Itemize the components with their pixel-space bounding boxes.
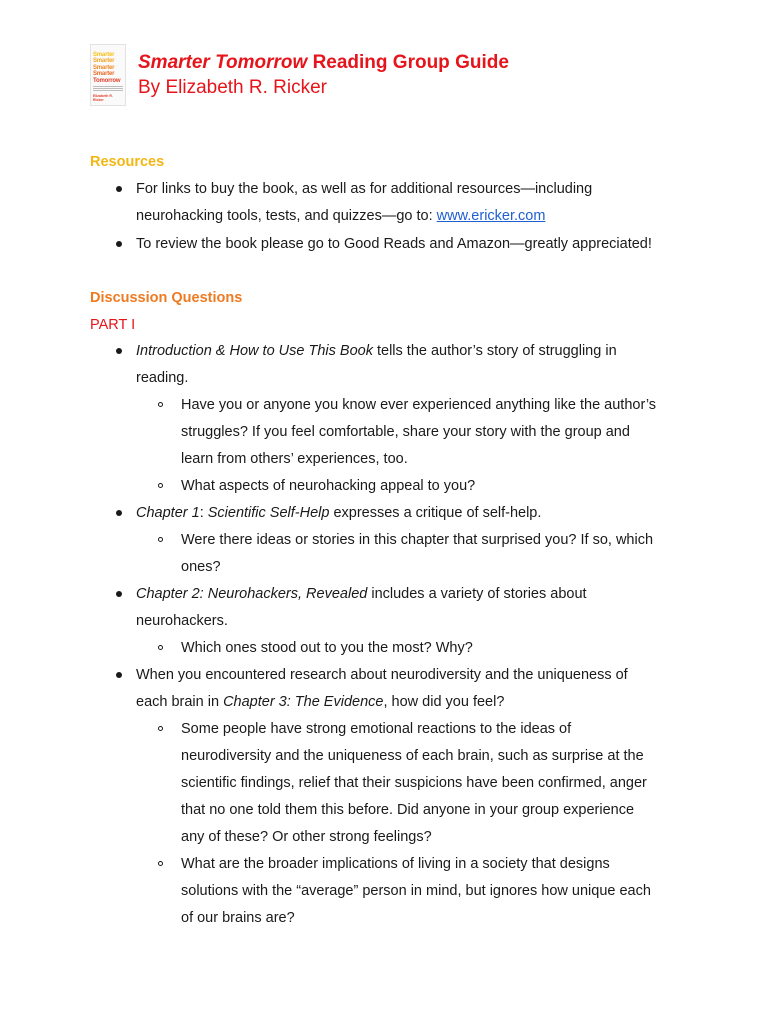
ericker-link[interactable]: www.ericker.com — [436, 208, 546, 224]
bullet-icon — [116, 348, 122, 354]
question-6-line-3: of our brains are? — [181, 910, 295, 926]
chapter-2-text: includes a variety of stories about — [367, 586, 587, 602]
question-6-line-1: What are the broader implications of living in a society that designs — [181, 856, 610, 872]
cover-word: Smarter — [93, 64, 115, 71]
chapter-2-item-line-2: neurohackers. — [136, 613, 228, 629]
chapter-1-title: Chapter 1 — [136, 505, 200, 521]
intro-title: Introduction & How to Use This Book — [136, 343, 373, 359]
question-4: Which ones stood out to you the most? Why? — [181, 640, 473, 656]
resources-item-1-line-1: For links to buy the book, as well as for additional resources—including — [136, 181, 593, 197]
page-title — [138, 52, 509, 74]
chapter-2-item-line-1 — [136, 585, 587, 603]
resources-item-1-text: neurohacking tools, tests, and quizzes—go to: — [136, 208, 437, 224]
chapter-1-item — [136, 504, 541, 522]
question-2: What aspects of neurohacking appeal to you? — [181, 478, 476, 494]
cover-word: Smarter — [93, 71, 115, 78]
question-3-line-1: Were there ideas or stories in this chapter that surprised you? If so, which — [181, 532, 654, 548]
sub-bullet-icon — [158, 402, 163, 407]
cover-word: Tomorrow — [93, 77, 121, 84]
intro-text: tells the author’s story of struggling in — [372, 343, 617, 359]
question-5-line-2: neurodiversity and the uniqueness of each brain, such as surprise at the — [181, 748, 644, 764]
cover-word: Smarter — [93, 52, 115, 58]
book-cover-image — [90, 44, 126, 106]
cover-author: Elizabeth R. Ricker — [93, 94, 113, 103]
bullet-icon — [116, 591, 122, 597]
resources-heading: Resources — [90, 154, 165, 170]
part-heading: PART I — [90, 317, 136, 333]
bullet-icon — [116, 672, 122, 678]
title-rest: Reading Group Guide — [312, 52, 509, 73]
resources-item-2: To review the book please go to Good Reads and Amazon—greatly appreciated! — [136, 236, 652, 252]
chapter-3-title: Chapter 3: The Evidence — [223, 694, 384, 710]
chapter-1-colon: : — [199, 505, 208, 521]
bullet-icon — [116, 510, 122, 516]
bullet-icon — [116, 241, 122, 247]
byline: By Elizabeth R. Ricker — [138, 77, 328, 98]
sub-bullet-icon — [158, 645, 163, 650]
question-1-line-1: Have you or anyone you know ever experienced anything like the author’s — [181, 397, 657, 413]
chapter-1-text: expresses a critique of self-help. — [329, 505, 542, 521]
chapter-3-text-post: , how did you feel? — [383, 694, 505, 710]
discussion-heading: Discussion Questions — [90, 290, 243, 306]
intro-item-line-2: reading. — [136, 370, 189, 386]
question-1-line-3: learn from others’ experiences, too. — [181, 451, 408, 467]
chapter-2-title: Chapter 2: Neurohackers, Revealed — [136, 586, 368, 602]
chapter-3-text-pre: each brain in — [136, 694, 224, 710]
resources-item-1-line-2 — [136, 207, 545, 225]
question-5-line-1: Some people have strong emotional reactions to the ideas of — [181, 721, 572, 737]
cover-blurb — [93, 86, 123, 92]
question-5-line-3: scientific findings, relief that their suspicions have been confirmed, anger — [181, 775, 647, 791]
question-3-line-2: ones? — [181, 559, 221, 575]
intro-item-line-1 — [136, 342, 617, 360]
question-1-line-2: struggles? If you feel comfortable, share your story with the group and — [181, 424, 630, 440]
sub-bullet-icon — [158, 861, 163, 866]
sub-bullet-icon — [158, 483, 163, 488]
chapter-3-item-line-2 — [136, 693, 504, 711]
chapter-3-item-line-1: When you encountered research about neurodiversity and the uniqueness of — [136, 667, 628, 683]
book-title: Smarter Tomorrow — [138, 52, 308, 73]
bullet-icon — [116, 186, 122, 192]
chapter-1-subtitle: Scientific Self-Help — [207, 505, 330, 521]
sub-bullet-icon — [158, 726, 163, 731]
question-5-line-4: that no one told them this before. Did anyone in your group experience — [181, 802, 635, 818]
sub-bullet-icon — [158, 537, 163, 542]
question-6-line-2: solutions with the “average” person in mind, but ignores how unique each — [181, 883, 651, 899]
cover-word: Smarter — [93, 58, 115, 65]
question-5-line-5: any of these? Or other strong feelings? — [181, 829, 432, 845]
